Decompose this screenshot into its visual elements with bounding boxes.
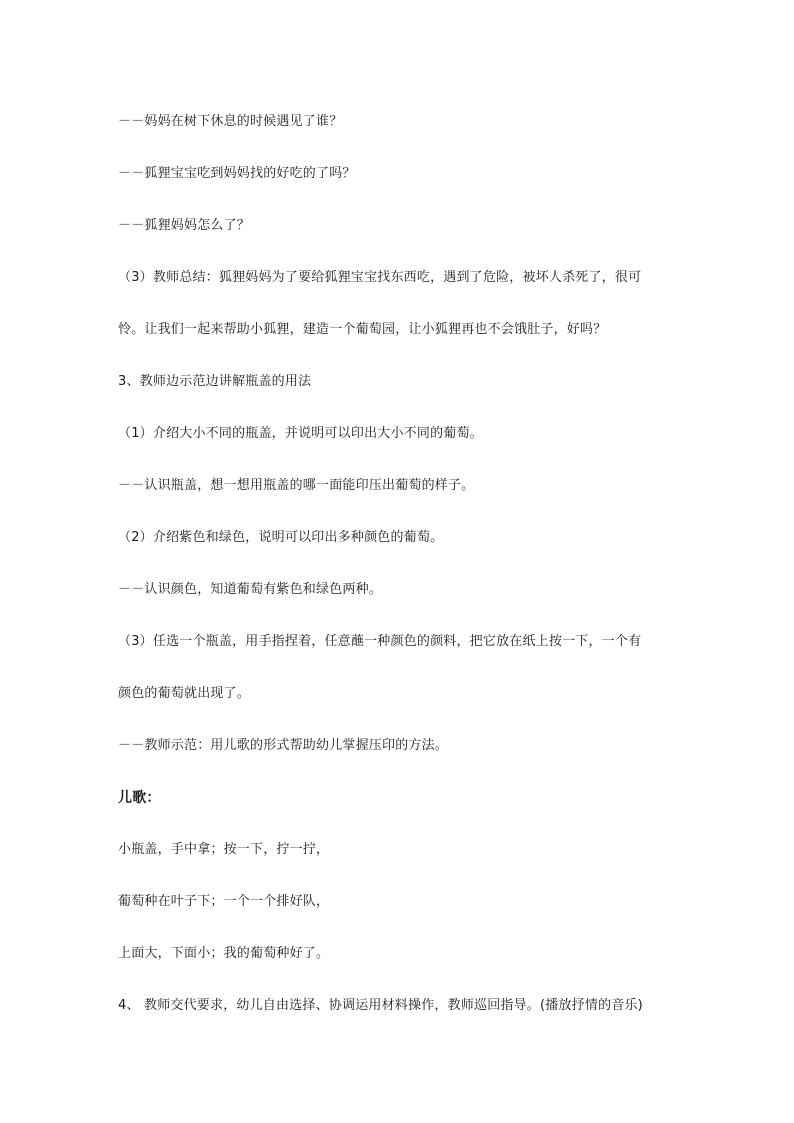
question-line-2: －－狐狸宝宝吃到妈妈找的好吃的了吗？ bbox=[118, 166, 356, 181]
rhyme-line-1: 小瓶盖，手中拿；按一下，拧一拧， bbox=[118, 842, 330, 857]
step-2-detail-line: －－认识颜色，知道葡萄有紫色和绿色两种。 bbox=[118, 582, 383, 597]
nursery-rhyme-heading: 儿歌： bbox=[118, 790, 161, 806]
question-line-1: －－妈妈在树下休息的时候遇见了谁？ bbox=[118, 114, 343, 129]
demonstration-line: －－教师示范：用儿歌的形式帮助幼儿掌握压印的方法。 bbox=[118, 738, 449, 753]
step-1-line: （1）介绍大小不同的瓶盖，并说明可以印出大小不同的葡萄。 bbox=[118, 426, 483, 441]
step-1-detail-line: －－认识瓶盖，想一想用瓶盖的哪一面能印压出葡萄的样子。 bbox=[118, 478, 475, 493]
rhyme-line-2: 葡萄种在叶子下；一个一个排好队， bbox=[118, 894, 330, 909]
summary-paragraph-line-2: 怜。让我们一起来帮助小狐狸，建造一个葡萄园，让小狐狸再也不会饿肚子，好吗？ bbox=[118, 322, 607, 337]
section-heading-4: 4、 教师交代要求，幼儿自由选择、协调运用材料操作，教师巡回指导。(播放抒情的音乐) bbox=[118, 998, 643, 1013]
step-3-line-1: （3）任选一个瓶盖，用手指捏着，任意蘸一种颜色的颜料，把它放在纸上按一下，一个有 bbox=[118, 634, 642, 649]
summary-paragraph-line-1: （3）教师总结：狐狸妈妈为了要给狐狸宝宝找东西吃，遇到了危险，被坏人杀死了，很可 bbox=[118, 270, 642, 285]
question-line-3: －－狐狸妈妈怎么了？ bbox=[118, 218, 251, 233]
step-3-line-2: 颜色的葡萄就出现了。 bbox=[118, 686, 251, 701]
step-2-line: （2）介绍紫色和绿色，说明可以印出多种颜色的葡萄。 bbox=[118, 530, 444, 545]
rhyme-line-3: 上面大，下面小；我的葡萄种好了。 bbox=[118, 946, 330, 961]
section-heading-3: 3、教师边示范边讲解瓶盖的用法 bbox=[118, 374, 312, 389]
